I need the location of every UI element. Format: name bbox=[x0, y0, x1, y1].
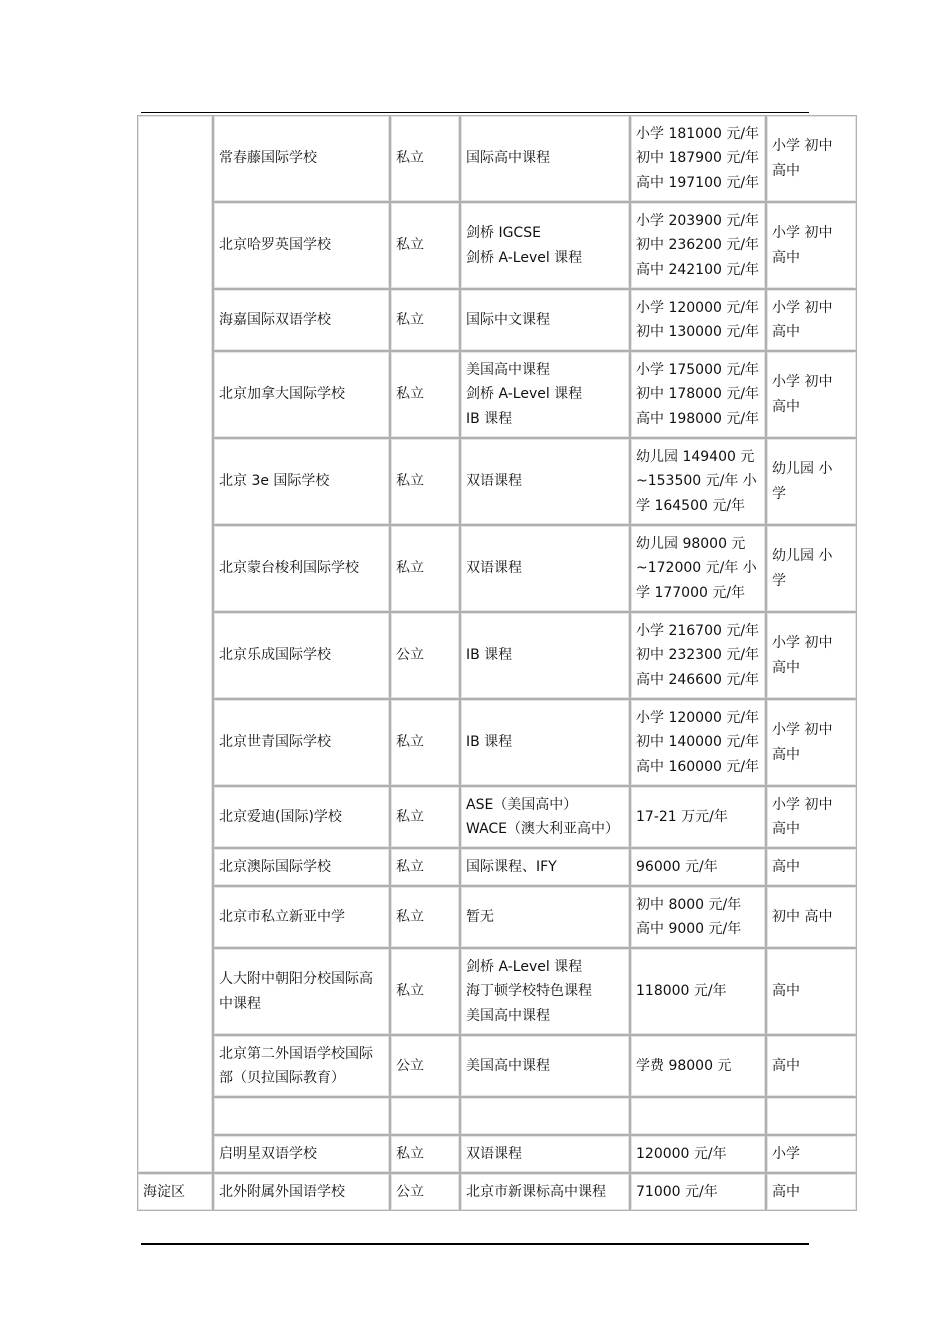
school-name-cell: 北京 3e 国际学校 bbox=[213, 438, 390, 525]
table-row bbox=[137, 699, 857, 786]
tuition-cell: 初中 8000 元/年 高中 9000 元/年 bbox=[630, 886, 766, 948]
table-row bbox=[137, 1173, 857, 1211]
school-type-cell bbox=[390, 1097, 460, 1135]
curriculum-cell: 美国高中课程 剑桥 A-Level 课程 IB 课程 bbox=[460, 351, 630, 438]
table-row bbox=[137, 351, 857, 438]
tuition-cell: 幼儿园 98000 元 ~172000 元/年 小 学 177000 元/年 bbox=[630, 525, 766, 612]
curriculum-cell: 双语课程 bbox=[460, 525, 630, 612]
grade-levels-cell: 幼儿园 小 学 bbox=[766, 525, 857, 612]
table-row bbox=[137, 786, 857, 848]
school-type-cell: 公立 bbox=[390, 1173, 460, 1211]
header-rule bbox=[141, 112, 809, 113]
tuition-cell: 17-21 万元/年 bbox=[630, 786, 766, 848]
curriculum-cell: 剑桥 A-Level 课程 海丁顿学校特色课程 美国高中课程 bbox=[460, 948, 630, 1035]
curriculum-cell: 双语课程 bbox=[460, 1135, 630, 1173]
table-row bbox=[137, 202, 857, 289]
tuition-cell bbox=[630, 1097, 766, 1135]
school-name-cell: 人大附中朝阳分校国际高 中课程 bbox=[213, 948, 390, 1035]
tuition-cell: 学费 98000 元 bbox=[630, 1035, 766, 1097]
district-cell: 海淀区 bbox=[137, 1173, 213, 1211]
tuition-cell: 96000 元/年 bbox=[630, 848, 766, 886]
tuition-cell: 71000 元/年 bbox=[630, 1173, 766, 1211]
school-type-cell: 私立 bbox=[390, 202, 460, 289]
curriculum-cell: 美国高中课程 bbox=[460, 1035, 630, 1097]
school-name-cell bbox=[213, 1097, 390, 1135]
school-name-cell: 海嘉国际双语学校 bbox=[213, 289, 390, 351]
table-row bbox=[137, 612, 857, 699]
grade-levels-cell: 小学 初中 高中 bbox=[766, 612, 857, 699]
school-type-cell: 私立 bbox=[390, 886, 460, 948]
grade-levels-cell: 初中 高中 bbox=[766, 886, 857, 948]
district-cell bbox=[137, 115, 213, 1173]
table-row bbox=[137, 289, 857, 351]
curriculum-cell: IB 课程 bbox=[460, 699, 630, 786]
table-row bbox=[137, 1097, 857, 1135]
table-row bbox=[137, 115, 857, 202]
school-type-cell: 公立 bbox=[390, 1035, 460, 1097]
grade-levels-cell: 小学 初中 高中 bbox=[766, 115, 857, 202]
grade-levels-cell: 高中 bbox=[766, 948, 857, 1035]
grade-levels-cell: 小学 初中 高中 bbox=[766, 351, 857, 438]
school-name-cell: 北京蒙台梭利国际学校 bbox=[213, 525, 390, 612]
table-row bbox=[137, 848, 857, 886]
school-type-cell: 私立 bbox=[390, 786, 460, 848]
school-name-cell: 北京加拿大国际学校 bbox=[213, 351, 390, 438]
school-name-cell: 北京爱迪(国际)学校 bbox=[213, 786, 390, 848]
school-type-cell: 私立 bbox=[390, 948, 460, 1035]
grade-levels-cell: 幼儿园 小 学 bbox=[766, 438, 857, 525]
table-row bbox=[137, 948, 857, 1035]
school-type-cell: 私立 bbox=[390, 115, 460, 202]
grade-levels-cell: 小学 初中 高中 bbox=[766, 699, 857, 786]
curriculum-cell: 国际中文课程 bbox=[460, 289, 630, 351]
school-name-cell: 北京乐成国际学校 bbox=[213, 612, 390, 699]
table-row bbox=[137, 886, 857, 948]
footer-rule bbox=[141, 1243, 809, 1245]
school-name-cell: 北京澳际国际学校 bbox=[213, 848, 390, 886]
grade-levels-cell: 小学 初中 高中 bbox=[766, 289, 857, 351]
grade-levels-cell bbox=[766, 1097, 857, 1135]
tuition-cell: 小学 203900 元/年 初中 236200 元/年 高中 242100 元/年 bbox=[630, 202, 766, 289]
grade-levels-cell: 小学 初中 高中 bbox=[766, 786, 857, 848]
school-name-cell: 北京哈罗英国学校 bbox=[213, 202, 390, 289]
curriculum-cell bbox=[460, 1097, 630, 1135]
table-row bbox=[137, 1035, 857, 1097]
curriculum-cell: 双语课程 bbox=[460, 438, 630, 525]
school-type-cell: 私立 bbox=[390, 525, 460, 612]
table-row bbox=[137, 438, 857, 525]
school-name-cell: 启明星双语学校 bbox=[213, 1135, 390, 1173]
grade-levels-cell: 高中 bbox=[766, 1173, 857, 1211]
school-type-cell: 私立 bbox=[390, 438, 460, 525]
grade-levels-cell: 高中 bbox=[766, 848, 857, 886]
tuition-cell: 小学 120000 元/年 初中 130000 元/年 bbox=[630, 289, 766, 351]
tuition-cell: 小学 181000 元/年 初中 187900 元/年 高中 197100 元/年 bbox=[630, 115, 766, 202]
school-type-cell: 私立 bbox=[390, 848, 460, 886]
curriculum-cell: 北京市新课标高中课程 bbox=[460, 1173, 630, 1211]
curriculum-cell: 剑桥 IGCSE 剑桥 A-Level 课程 bbox=[460, 202, 630, 289]
school-name-cell: 北京世青国际学校 bbox=[213, 699, 390, 786]
school-type-cell: 公立 bbox=[390, 612, 460, 699]
tuition-cell: 小学 175000 元/年 初中 178000 元/年 高中 198000 元/年 bbox=[630, 351, 766, 438]
school-type-cell: 私立 bbox=[390, 1135, 460, 1173]
curriculum-cell: 国际课程、IFY bbox=[460, 848, 630, 886]
school-table bbox=[137, 115, 857, 1211]
table-row bbox=[137, 525, 857, 612]
curriculum-cell: 国际高中课程 bbox=[460, 115, 630, 202]
tuition-cell: 120000 元/年 bbox=[630, 1135, 766, 1173]
school-name-cell: 常春藤国际学校 bbox=[213, 115, 390, 202]
tuition-cell: 118000 元/年 bbox=[630, 948, 766, 1035]
curriculum-cell: IB 课程 bbox=[460, 612, 630, 699]
school-name-cell: 北京第二外国语学校国际 部（贝拉国际教育） bbox=[213, 1035, 390, 1097]
table-row bbox=[137, 1135, 857, 1173]
school-name-cell: 北京市私立新亚中学 bbox=[213, 886, 390, 948]
tuition-cell: 幼儿园 149400 元 ~153500 元/年 小 学 164500 元/年 bbox=[630, 438, 766, 525]
tuition-cell: 小学 120000 元/年 初中 140000 元/年 高中 160000 元/年 bbox=[630, 699, 766, 786]
grade-levels-cell: 高中 bbox=[766, 1035, 857, 1097]
school-type-cell: 私立 bbox=[390, 289, 460, 351]
grade-levels-cell: 小学 bbox=[766, 1135, 857, 1173]
grade-levels-cell: 小学 初中 高中 bbox=[766, 202, 857, 289]
school-type-cell: 私立 bbox=[390, 699, 460, 786]
curriculum-cell: 暂无 bbox=[460, 886, 630, 948]
tuition-cell: 小学 216700 元/年 初中 232300 元/年 高中 246600 元/年 bbox=[630, 612, 766, 699]
curriculum-cell: ASE（美国高中） WACE（澳大利亚高中） bbox=[460, 786, 630, 848]
school-type-cell: 私立 bbox=[390, 351, 460, 438]
school-name-cell: 北外附属外国语学校 bbox=[213, 1173, 390, 1211]
